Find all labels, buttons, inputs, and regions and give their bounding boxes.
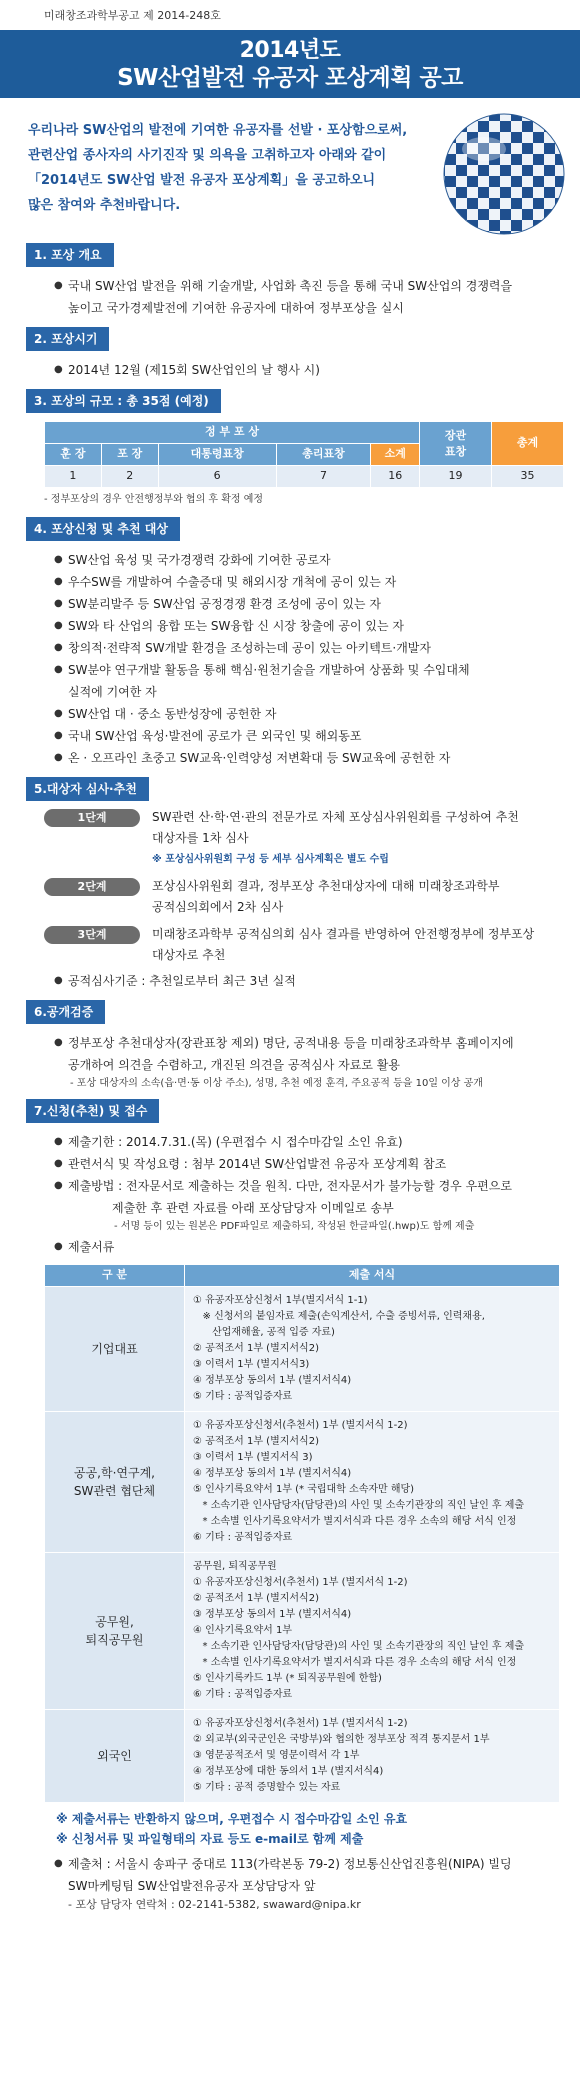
section-1 bbox=[26, 243, 580, 319]
col-header: 제출 서식 bbox=[185, 1265, 560, 1287]
contact-info: - 포상 담당자 연락처 : 02-2141-5382, swaward@nipa.kr bbox=[68, 1898, 361, 1911]
title-line-1: 2014년도 bbox=[239, 38, 341, 63]
list-item: ● 정부포상 추천대상자(장관표창 제외) 명단, 공적내용 등을 미래창조과학부 홈페이지에 공개하여 의견을 수렴하고, 개진된 의견을 공적심사 자료로 활용 bbox=[56, 1032, 580, 1076]
table-row bbox=[45, 1710, 560, 1803]
col-header: 구 분 bbox=[45, 1265, 185, 1287]
cell: 2 bbox=[101, 466, 158, 488]
row-items bbox=[185, 1553, 560, 1710]
doc-item: ⑥ 기타 : 공적입증자료 bbox=[193, 1689, 293, 1700]
col-header: 포 장 bbox=[101, 444, 158, 466]
list-item: ● SW산업 대 · 중소 동반성장에 공헌한 자 bbox=[56, 703, 580, 725]
review-step bbox=[44, 807, 580, 870]
notice-number: 미래창조과학부공고 제 2014-248호 bbox=[44, 9, 221, 22]
doc-item: 산업재해율, 공적 입증 자료) bbox=[193, 1327, 335, 1338]
cell: 16 bbox=[371, 466, 420, 488]
step-text: SW관련 산·학·연·관의 전문가로 자체 포상심사위원회를 구성하여 추천 대상자를 1차 심사 ※ 포상심사위원회 구성 등 세부 심사계획은 별도 수립 bbox=[152, 807, 519, 870]
doc-item: ③ 영문공적조서 및 영문이력서 각 1부 bbox=[193, 1750, 360, 1761]
intro-text bbox=[28, 118, 448, 218]
title-line-2: SW산업발전 유공자 포상계획 공고 bbox=[117, 65, 463, 91]
review-step bbox=[44, 876, 580, 918]
table-row bbox=[45, 1412, 560, 1553]
disclosure-note: - 포상 대상자의 소속(읍·면·동 이상 주소), 성명, 추천 예정 훈격, 주요공적 등을 10일 이상 공개 bbox=[70, 1078, 483, 1089]
doc-item: ④ 정부포상 동의서 1부 (별지서식4) bbox=[193, 1375, 352, 1386]
intro-line: 많은 참여와 추천바랍니다. bbox=[28, 198, 181, 213]
row-category: 공공,학·연구계, SW관련 협단체 bbox=[45, 1412, 185, 1553]
doc-item: ⑤ 인사기록요약서 1부 (* 국립대학 소속자만 해당) bbox=[193, 1484, 415, 1495]
section-heading: 3. 포상의 규모 : 총 35점 (예정) bbox=[26, 389, 221, 413]
row-category: 공무원, 퇴직공무원 bbox=[45, 1553, 185, 1710]
doc-item: * 소속별 인사기록요약서가 별지서식과 다른 경우 소속의 해당 서식 인정 bbox=[193, 1657, 517, 1668]
doc-item: ③ 정부포상 동의서 1부 (별지서식4) bbox=[193, 1609, 352, 1620]
intro-section bbox=[0, 98, 580, 243]
address-item: ● 제출처 : 서울시 송파구 중대로 113(가락본동 79-2) 정보통신산업진흥원(NIPA) 빌딩 SW마케팅팀 SW산업발전유공자 포상담당자 앞 bbox=[56, 1853, 580, 1897]
section-heading: 6.공개검증 bbox=[26, 1000, 105, 1024]
doc-item: ② 공적조서 1부 (별지서식2) bbox=[193, 1436, 319, 1447]
list-item: ● SW산업 육성 및 국가경쟁력 강화에 기여한 공로자 bbox=[56, 549, 580, 571]
intro-line: 우리나라 SW산업의 발전에 기여한 유공자를 선발 · 포상함으로써, bbox=[28, 123, 408, 138]
cell: 19 bbox=[420, 466, 492, 488]
doc-item: ※ 신청서의 붙임자료 제출(손익계산서, 수출 증빙서류, 인력채용, bbox=[193, 1311, 485, 1322]
doc-item: ① 유공자포상신청서(추천서) 1부 (별지서식 1-2) bbox=[193, 1718, 408, 1729]
section-6 bbox=[26, 1000, 580, 1091]
cell: 6 bbox=[158, 466, 276, 488]
doc-item: 공무원, 퇴직공무원 bbox=[193, 1561, 277, 1572]
doc-item: ④ 인사기록요약서 1부 bbox=[193, 1625, 292, 1636]
doc-item: * 소속기관 인사담당자(담당관)의 사인 및 소속기관장의 직인 날인 후 제출 bbox=[193, 1641, 525, 1652]
footer-notes bbox=[56, 1809, 580, 1849]
doc-item: ③ 이력서 1부 (별지서식3) bbox=[193, 1359, 310, 1370]
list-item: ● 제출방법 : 전자문서로 제출하는 것을 원칙. 다만, 전자문서가 불가능할 경우 우편으로 제출한 후 관련 자료를 아래 포상담당자 이메일로 송부 bbox=[56, 1175, 580, 1219]
doc-item: ② 공적조서 1부 (별지서식2) bbox=[193, 1593, 319, 1604]
cell: 1 bbox=[45, 466, 102, 488]
list-item: ● SW분리발주 등 SW산업 공정경쟁 환경 조성에 공이 있는 자 bbox=[56, 593, 580, 615]
col-header: 총리표창 bbox=[276, 444, 371, 466]
doc-item: ④ 정부포상 동의서 1부 (별지서식4) bbox=[193, 1468, 352, 1479]
step-text: 미래창조과학부 공적심의회 심사 결과를 반영하여 안전행정부에 정부포상 대상자로 추천 bbox=[152, 927, 535, 962]
row-category: 기업대표 bbox=[45, 1287, 185, 1412]
col-header: 대통령표창 bbox=[158, 444, 276, 466]
row-items bbox=[185, 1412, 560, 1553]
section-heading: 7.신청(추천) 및 접수 bbox=[26, 1099, 159, 1123]
documents-table bbox=[44, 1264, 560, 1803]
title-banner bbox=[0, 30, 580, 98]
section-3 bbox=[26, 389, 580, 413]
step-note: ※ 포상심사위원회 구성 등 세부 심사계획은 별도 수립 bbox=[152, 854, 389, 865]
doc-item: * 소속기관 인사담당자(담당관)의 사인 및 소속기관장의 직인 날인 후 제출 bbox=[193, 1500, 525, 1511]
review-step bbox=[44, 924, 580, 966]
list-item: ● 창의적·전략적 SW개발 환경을 조성하는데 공이 있는 아키텍트·개발자 bbox=[56, 637, 580, 659]
list-item: ● 국내 SW산업 발전을 위해 기술개발, 사업화 촉진 등을 통해 국내 SW산업의 경쟁력을 높이고 국가경제발전에 기여한 유공자에 대하여 정부포상을 실시 bbox=[56, 275, 580, 319]
intro-line: 「2014년도 SW산업 발전 유공자 포상계획」을 공고하오니 bbox=[28, 173, 376, 188]
list-item: ● 국내 SW산업 육성·발전에 공로가 큰 외국인 및 해외동포 bbox=[56, 725, 580, 747]
cell: 7 bbox=[276, 466, 371, 488]
award-scale-table bbox=[44, 421, 564, 488]
doc-item: ① 유공자포상신청서(추천서) 1부 (별지서식 1-2) bbox=[193, 1577, 408, 1588]
intro-line: 관련산업 종사자의 사기진작 및 의욕을 고취하고자 아래와 같이 bbox=[28, 148, 387, 163]
section-7 bbox=[26, 1099, 580, 1258]
gov-award-header: 정 부 포 상 bbox=[45, 422, 420, 444]
footnote: ※ 제출서류는 반환하지 않으며, 우편접수 시 접수마감일 소인 유효 bbox=[56, 1812, 408, 1826]
list-item: ● 제출서류 bbox=[56, 1236, 580, 1258]
doc-item: ② 외교부(외국군인은 국방부)와 협의한 정부포상 적격 통지문서 1부 bbox=[193, 1734, 490, 1745]
step-badge: 2단계 bbox=[44, 878, 140, 896]
step-text: 포상심사위원회 결과, 정부포상 추천대상자에 대해 미래창조과학부 공적심의회에서 2차 심사 bbox=[152, 879, 500, 914]
list-item: ● 관련서식 및 작성요령 : 첨부 2014년 SW산업발전 유공자 포상계획 참조 bbox=[56, 1153, 580, 1175]
row-category: 외국인 bbox=[45, 1710, 185, 1803]
section-heading: 4. 포상신청 및 추천 대상 bbox=[26, 517, 180, 541]
table-row bbox=[45, 1287, 560, 1412]
list-item: ● 우수SW를 개발하여 수출증대 및 해외시장 개척에 공이 있는 자 bbox=[56, 571, 580, 593]
doc-item: ① 유공자포상신청서 1부(별지서식 1-1) bbox=[193, 1295, 368, 1306]
footnote: ※ 신청서류 및 파일형태의 자료 등도 e-mail로 함께 제출 bbox=[56, 1832, 364, 1846]
doc-item: ② 공적조서 1부 (별지서식2) bbox=[193, 1343, 319, 1354]
list-item: ● 2014년 12월 (제15회 SW산업인의 날 행사 시) bbox=[56, 359, 580, 381]
list-item: ● SW분야 연구개발 활동을 통해 핵심·원천기술을 개발하여 상품화 및 수입대체 실적에 기여한 자 bbox=[56, 659, 580, 703]
section-heading: 1. 포상 개요 bbox=[26, 243, 114, 267]
section-heading: 2. 포상시기 bbox=[26, 327, 109, 351]
list-item: ● 온 · 오프라인 초중고 SW교육·인력양성 저변확대 등 SW교육에 공헌한 자 bbox=[56, 747, 580, 769]
list-item: ● 제출기한 : 2014.7.31.(목) (우편접수 시 접수마감일 소인 유효) bbox=[56, 1131, 580, 1153]
table-row bbox=[45, 1553, 560, 1710]
step-badge: 3단계 bbox=[44, 926, 140, 944]
section-4 bbox=[26, 517, 580, 769]
doc-item: ① 유공자포상신청서(추천서) 1부 (별지서식 1-2) bbox=[193, 1420, 408, 1431]
row-items bbox=[185, 1287, 560, 1412]
section-5 bbox=[26, 777, 580, 801]
doc-item: * 소속별 인사기록요약서가 별지서식과 다른 경우 소속의 해당 서식 인정 bbox=[193, 1516, 517, 1527]
minister-header: 장관 표창 bbox=[420, 422, 492, 466]
doc-item: ⑥ 기타 : 공적입증자료 bbox=[193, 1532, 293, 1543]
submission-sub-note: - 서명 등이 있는 원본은 PDF파일로 제출하되, 작성된 한글파일(.hwp)도 함께 제출 bbox=[114, 1221, 475, 1232]
total-header: 총계 bbox=[492, 422, 564, 466]
row-items bbox=[185, 1710, 560, 1803]
col-header: 훈 장 bbox=[45, 444, 102, 466]
doc-item: ⑤ 기타 : 공적입증자료 bbox=[193, 1391, 293, 1402]
doc-item: ⑤ 인사기록카드 1부 (* 퇴직공무원에 한함) bbox=[193, 1673, 382, 1684]
doc-item: ④ 정부포상에 대한 동의서 1부 (별지서식4) bbox=[193, 1766, 384, 1777]
col-header: 소계 bbox=[371, 444, 420, 466]
list-item: ● 공적심사기준 : 추천일로부터 최근 3년 실적 bbox=[56, 970, 580, 992]
list-item: ● SW와 타 산업의 융합 또는 SW융합 신 시장 창출에 공이 있는 자 bbox=[56, 615, 580, 637]
section-heading: 5.대상자 심사·추천 bbox=[26, 777, 149, 801]
section-2 bbox=[26, 327, 580, 381]
scale-note: - 정부포상의 경우 안전행정부와 협의 후 확정 예정 bbox=[44, 494, 264, 505]
doc-item: ③ 이력서 1부 (별지서식 3) bbox=[193, 1452, 313, 1463]
cell: 35 bbox=[492, 466, 564, 488]
step-badge: 1단계 bbox=[44, 809, 140, 827]
doc-item: ⑤ 기타 : 공적 증명할수 있는 자료 bbox=[193, 1782, 341, 1793]
